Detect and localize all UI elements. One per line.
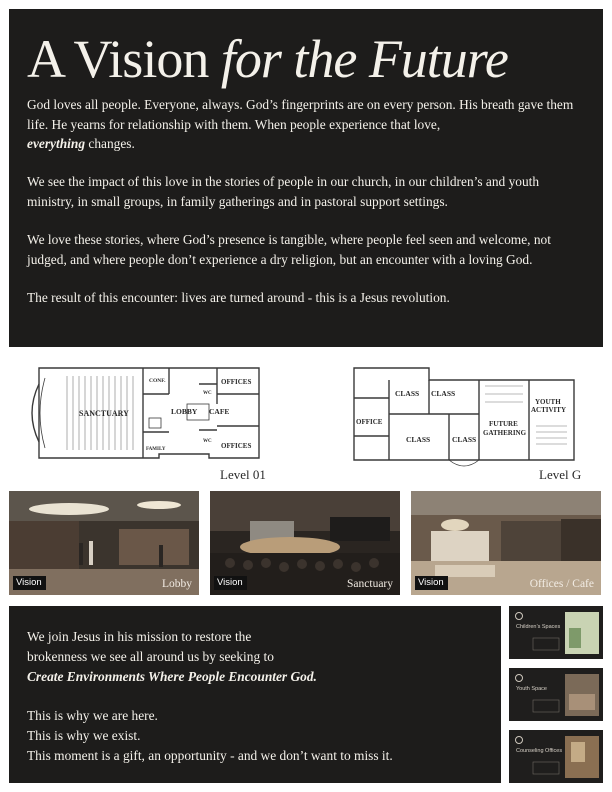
- thumbnail-childrens-spaces-image: [509, 606, 603, 659]
- page-title: A Vision for the Future: [27, 29, 508, 89]
- thumbnail-counseling-offices-image: [509, 730, 603, 783]
- mission-text: [27, 627, 487, 785]
- level-g-label: Level G: [539, 467, 582, 482]
- svg-text:FUTURE: FUTURE: [489, 420, 518, 428]
- thumbnail-label: Counseling Offices: [516, 748, 563, 754]
- svg-text:CLASS: CLASS: [395, 389, 420, 398]
- paragraph-love: God loves all people. Everyone, always. God’s fingerprints are on every person. His breath gave them life. He yearns for relationship with them. When people experience that love, everything changes.: [27, 97, 574, 152]
- photo-sanctuary: [210, 491, 400, 595]
- thumbnail-counseling-offices: [509, 730, 603, 783]
- paragraph-stories: We love these stories, where God’s presence is tangible, where people feel seen and welcome, not judged, and where people don’t experience a dry religion, but an encounter with a loving God.: [27, 231, 551, 267]
- svg-text:CLASS: CLASS: [406, 435, 431, 444]
- thumbnail-childrens-spaces: [509, 606, 603, 659]
- mission-statement: We join Jesus in his mission to restore the brokenness we see all around us by seeking to Create Environments Where People Encounter God.: [27, 627, 487, 686]
- thumbnail-youth-space: [509, 668, 603, 721]
- photo-tag: Vision: [214, 576, 247, 590]
- photo-tag: Vision: [13, 576, 46, 590]
- svg-text:WC: WC: [203, 391, 212, 396]
- svg-text:CONF.: CONF.: [149, 378, 166, 384]
- thumbnail-youth-space-image: [509, 668, 603, 721]
- paragraph-result: The result of this encounter: lives are turned around - this is a Jesus revolution.: [27, 289, 450, 305]
- photo-caption: Lobby: [161, 578, 192, 590]
- photo-offices-cafe: [411, 491, 601, 595]
- level-01-label: Level 01: [220, 467, 266, 482]
- svg-text:OFFICES: OFFICES: [221, 378, 252, 386]
- svg-text:YOUTH: YOUTH: [535, 398, 561, 406]
- svg-text:SANCTUARY: SANCTUARY: [79, 409, 129, 418]
- svg-text:LOBBY: LOBBY: [171, 407, 198, 416]
- mission-panel: [9, 606, 501, 783]
- level-g-plan: [354, 368, 574, 466]
- svg-text:OFFICE: OFFICE: [356, 418, 383, 426]
- photo-lobby: [9, 491, 199, 595]
- svg-text:CLASS: CLASS: [452, 435, 477, 444]
- photo-caption: Offices / Cafe: [529, 578, 594, 590]
- call-to-action: Create Environments Where People Encounter God.: [27, 668, 317, 684]
- photo-caption: Sanctuary: [347, 578, 393, 590]
- why-statements: This is why we are here. This is why we exist. This moment is a gift, an opportunity - and we don’t want to miss it.: [27, 708, 393, 763]
- floor-plan-drawings: [9, 354, 603, 484]
- svg-text:OFFICES: OFFICES: [221, 442, 252, 450]
- thumbnail-label: Children’s Spaces: [516, 624, 561, 630]
- floor-plans: [9, 354, 603, 484]
- svg-text:GATHERING: GATHERING: [483, 429, 527, 437]
- svg-text:CLASS: CLASS: [431, 389, 456, 398]
- svg-text:ACTIVITY: ACTIVITY: [531, 406, 567, 414]
- svg-text:WC: WC: [203, 439, 212, 444]
- vision-paragraphs: [27, 95, 589, 326]
- photo-tag: Vision: [415, 576, 448, 590]
- paragraph-impact: We see the impact of this love in the stories of people in our church, in our children’s and youth ministry, in small groups, in family gatherings and in pastoral support settings.: [27, 174, 540, 209]
- svg-text:FAMILY: FAMILY: [146, 447, 166, 452]
- svg-text:CAFE: CAFE: [209, 407, 230, 416]
- thumbnail-label: Youth Space: [516, 686, 547, 692]
- level-01-plan: [32, 368, 259, 458]
- vision-hero-panel: [9, 9, 603, 347]
